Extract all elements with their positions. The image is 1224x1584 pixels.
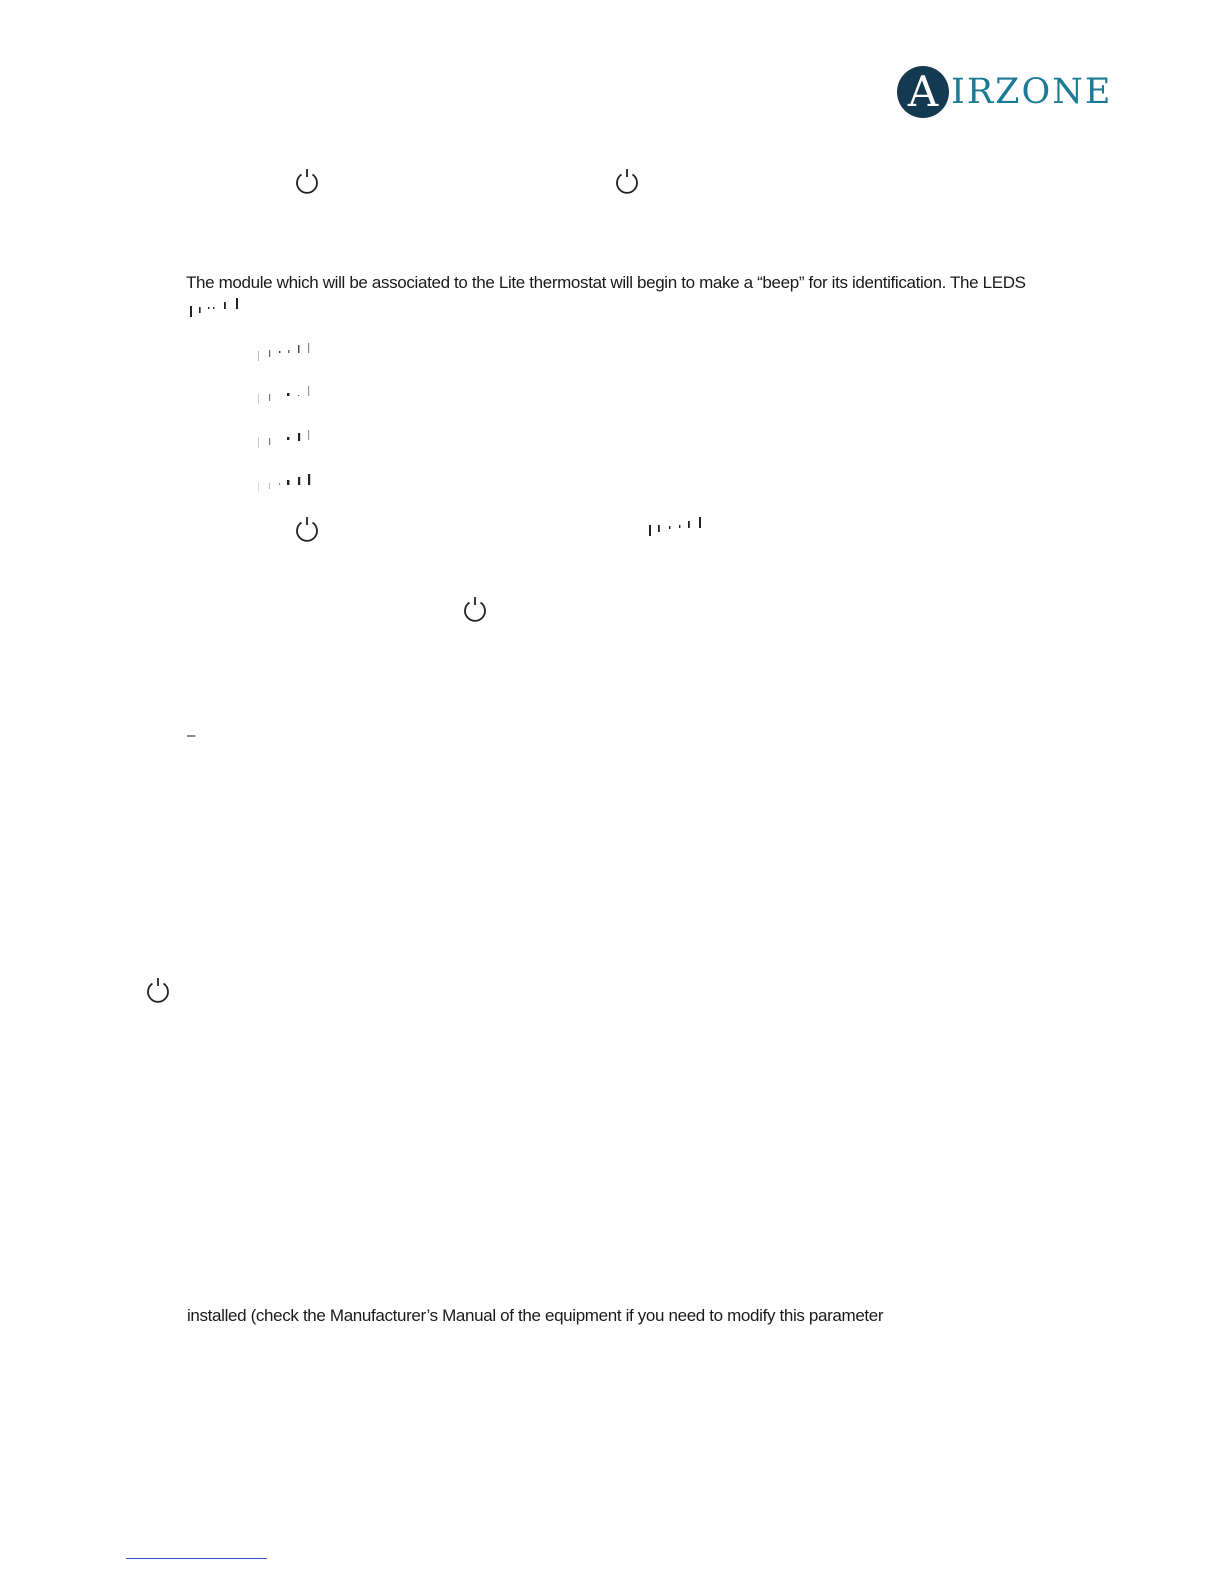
logo-wordmark: IRZONE	[951, 72, 1113, 112]
airzone-logo	[897, 66, 1113, 120]
led-bars-icon	[645, 516, 705, 536]
installed-paragraph: installed (check the Manufacturer’s Manual of the equipment if you need to modify this parameter	[187, 1306, 884, 1325]
power-icon	[293, 516, 321, 544]
power-icon	[144, 977, 172, 1005]
association-paragraph: The module which will be associated to the Lite thermostat will begin to make a “beep” for its identification. The LEDS	[186, 273, 1026, 292]
power-icon	[613, 168, 641, 196]
led-bars-icon	[186, 297, 246, 317]
led-bars-icon	[255, 429, 315, 449]
led-bars-icon	[255, 473, 315, 493]
power-icon	[461, 596, 489, 624]
power-icon	[293, 168, 321, 196]
footer-link-underline[interactable]	[126, 1558, 267, 1559]
dash-mark: –	[187, 727, 196, 744]
led-bars-icon	[255, 342, 315, 362]
logo-initial: A	[907, 67, 939, 116]
led-bars-icon	[255, 385, 315, 405]
